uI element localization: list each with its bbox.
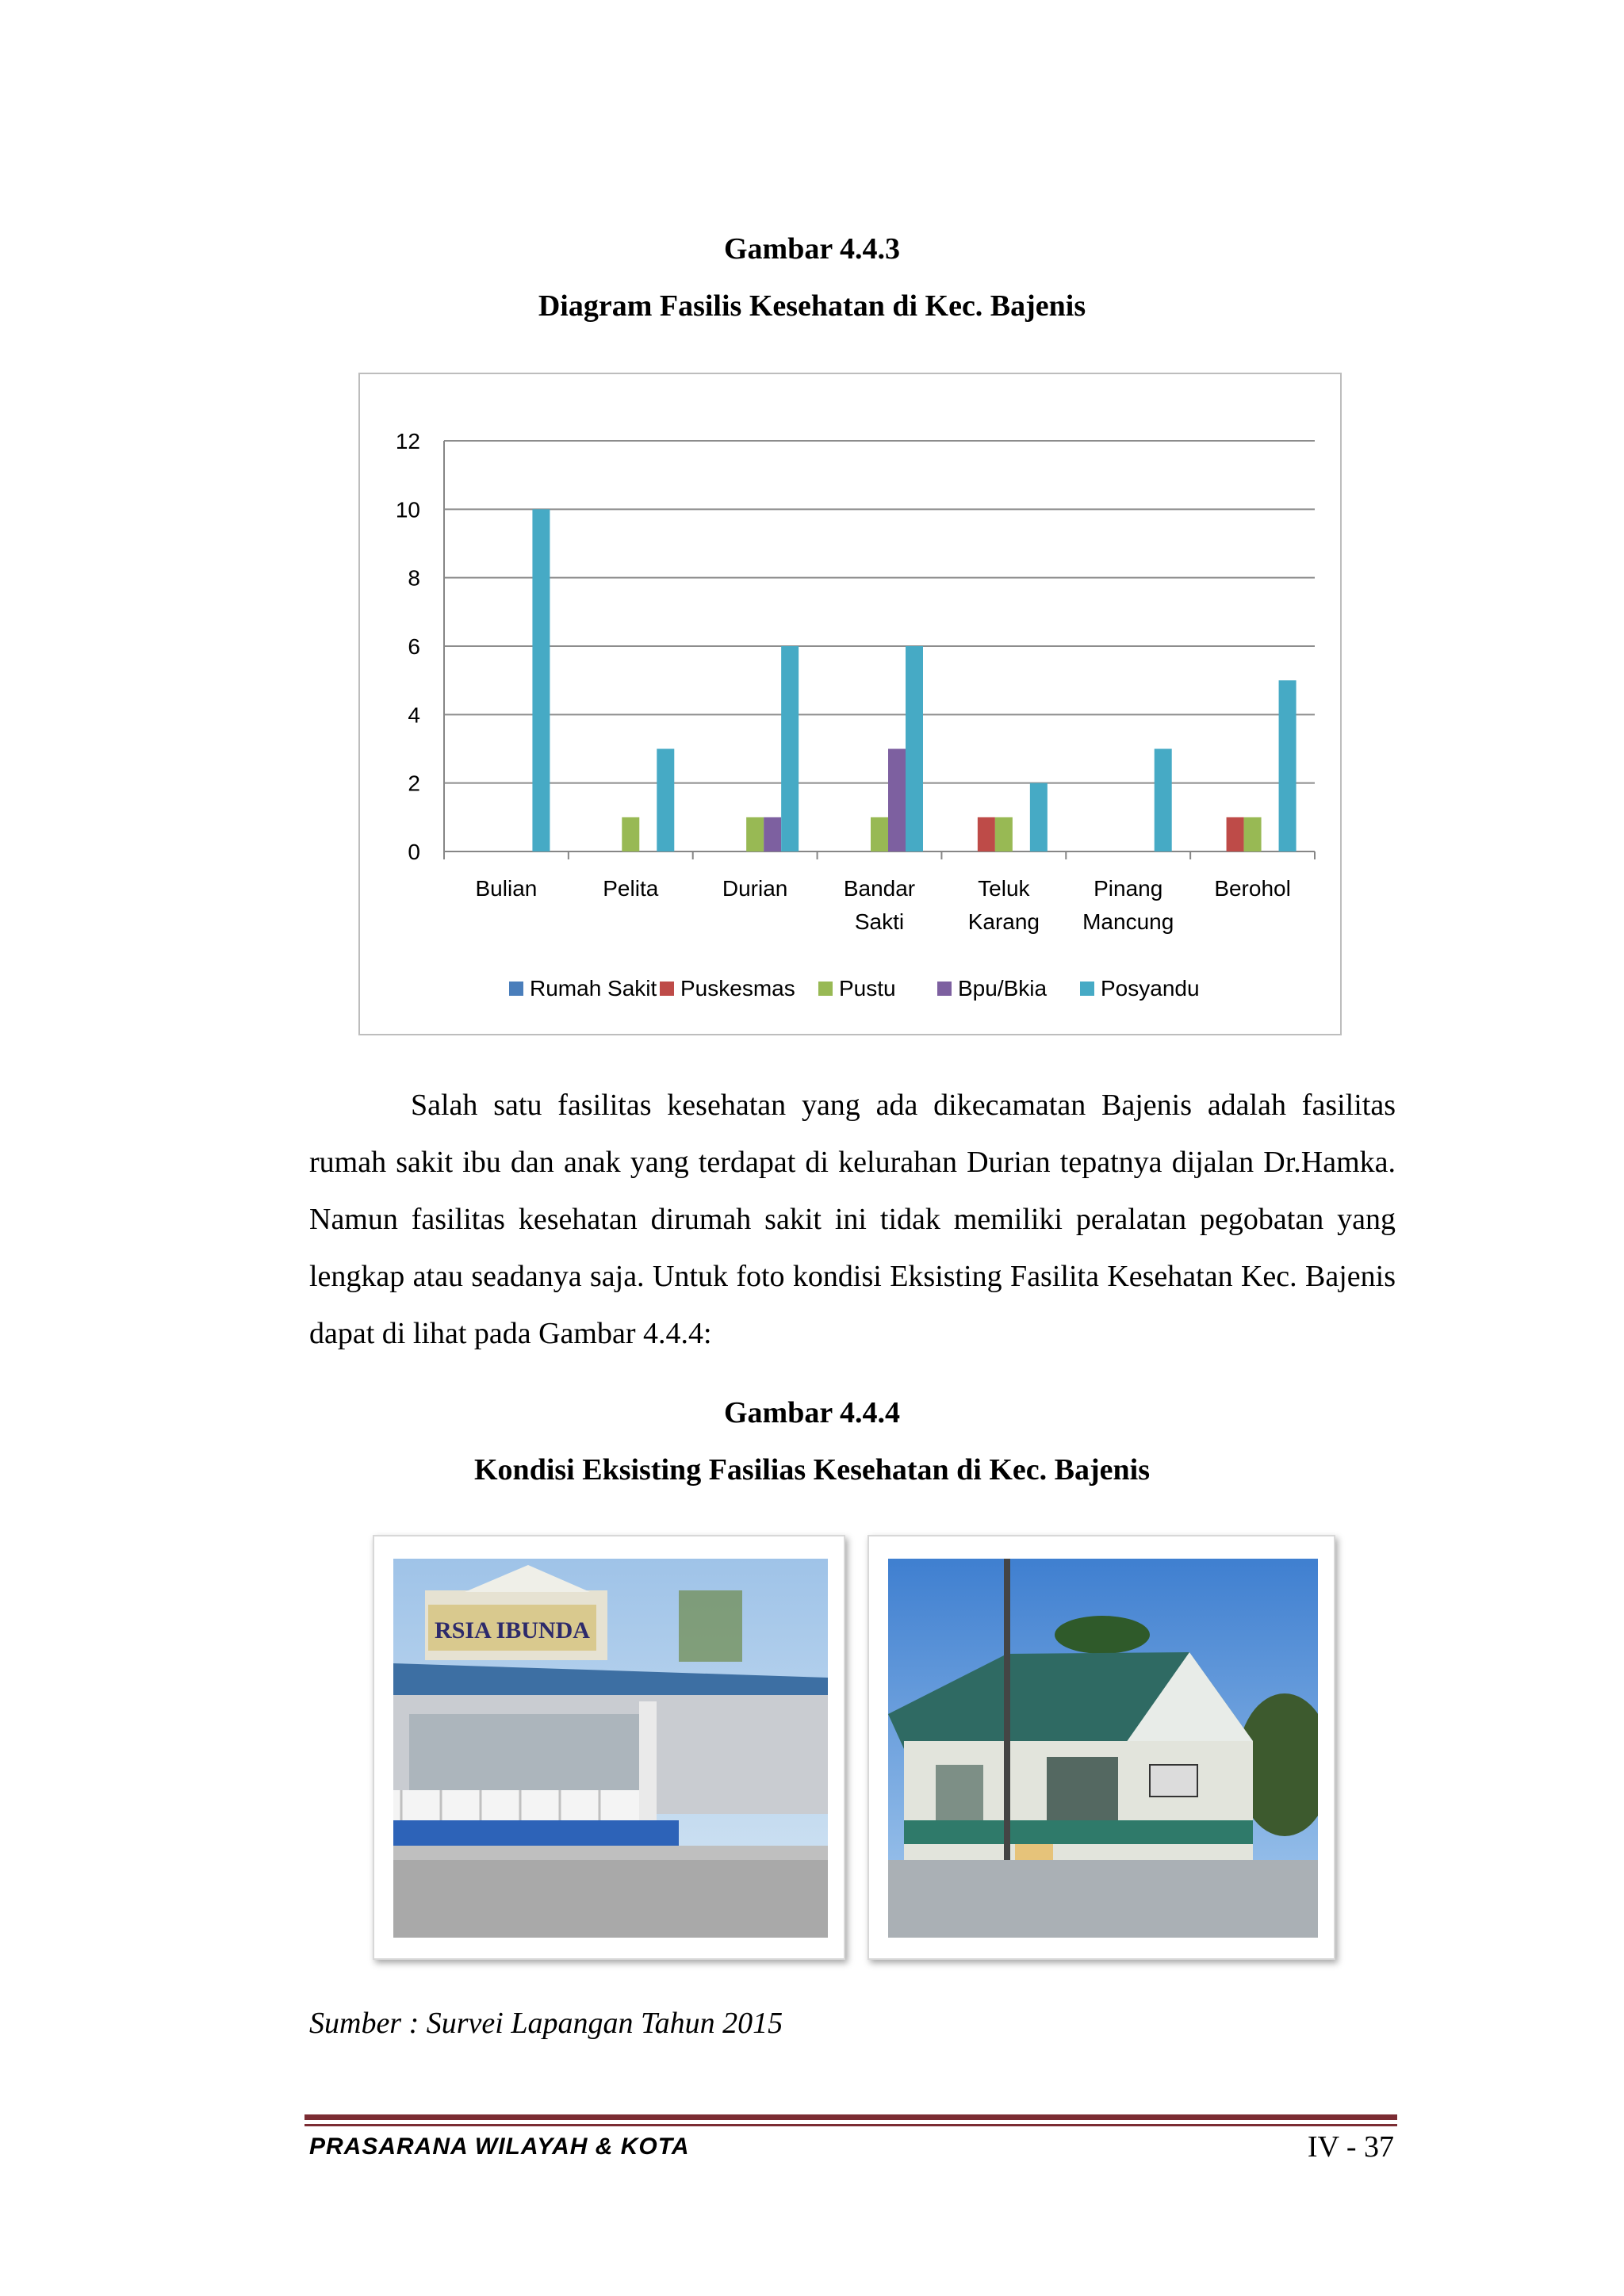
x-tick-label: Mancung (1082, 909, 1174, 934)
y-tick-label: 6 (408, 634, 420, 659)
photo-health-post (868, 1535, 1335, 1960)
bar (781, 646, 799, 851)
photo-health-post-image (888, 1559, 1318, 1938)
photo-sign: RSIA IBUNDA (435, 1617, 590, 1644)
bar (532, 509, 550, 851)
page-number: IV - 37 (1307, 2130, 1394, 2164)
x-tick-label: Berohol (1214, 876, 1291, 901)
legend-swatch (937, 982, 952, 996)
x-tick-label: Bulian (475, 876, 538, 901)
bar (1279, 680, 1297, 851)
y-tick-label: 12 (395, 429, 420, 453)
chart-canvas (360, 374, 1340, 1034)
x-tick-label: Pinang (1094, 876, 1163, 901)
figure-number: Gambar 4.4.3 (723, 232, 901, 266)
x-tick-label: Sakti (854, 909, 905, 934)
source-note: Sumber : Survei Lapangan Tahun 2015 (309, 2007, 783, 2040)
y-tick-label: 4 (408, 702, 420, 728)
bar (622, 817, 639, 851)
photo-hospital (373, 1535, 845, 1960)
body-paragraph: Salah satu fasilitas kesehatan yang ada dikecamatan Bajenis adalah fasilitas rumah sakit ibu dan anak yang terdapat di kelurahan Durian tepatnya dijalan Dr.Hamka. Namun fasilitas kesehatan dirumah sakit ini tidak memiliki peralatan pegobatan yang lengkap atau seadanya saja. Untuk foto kondisi Eksisting Fasilita Kesehatan Kec. Bajenis dapat di lihat pada Gambar 4.4.4: (309, 1089, 1396, 1350)
footer-title: PRASARANA WILAYAH & KOTA (309, 2133, 690, 2160)
footer-rule-thin (304, 2124, 1397, 2126)
y-tick-label: 10 (395, 497, 420, 522)
bar-chart (358, 373, 1342, 1035)
legend-swatch (660, 982, 674, 996)
legend-label: Rumah Sakit (530, 976, 657, 1001)
x-tick-label: Pelita (603, 876, 659, 901)
x-tick-label: Durian (722, 876, 788, 901)
x-tick-label: Karang (967, 909, 1040, 934)
x-tick-label: Bandar (843, 876, 916, 901)
photo-hospital-image (393, 1559, 828, 1938)
bar (1030, 783, 1048, 851)
bar (657, 749, 674, 852)
legend-label: Bpu/Bkia (958, 976, 1048, 1001)
y-tick-label: 2 (408, 771, 420, 796)
bar (1244, 817, 1262, 851)
legend-label: Posyandu (1101, 976, 1200, 1001)
figure2-title: Kondisi Eksisting Fasilias Kesehatan di Kec. Bajenis (474, 1453, 1150, 1487)
legend-label: Puskesmas (680, 976, 795, 1001)
y-tick-label: 8 (408, 565, 420, 591)
bar (1155, 749, 1172, 852)
legend-label: Pustu (839, 976, 896, 1001)
bar (871, 817, 888, 851)
legend-swatch (509, 982, 523, 996)
x-tick-label: Teluk (978, 876, 1030, 901)
legend-swatch (818, 982, 833, 996)
bar (906, 646, 923, 851)
bar (764, 817, 781, 851)
figure2-number: Gambar 4.4.4 (723, 1396, 901, 1429)
bar (888, 749, 906, 852)
bar (978, 817, 995, 851)
legend-swatch (1080, 982, 1094, 996)
y-tick-label: 0 (408, 840, 420, 864)
figure-title: Diagram Fasilis Kesehatan di Kec. Bajenis (538, 289, 1086, 323)
bar (746, 817, 764, 851)
footer-rule (304, 2114, 1397, 2120)
bar (995, 817, 1013, 851)
bar (1227, 817, 1244, 851)
